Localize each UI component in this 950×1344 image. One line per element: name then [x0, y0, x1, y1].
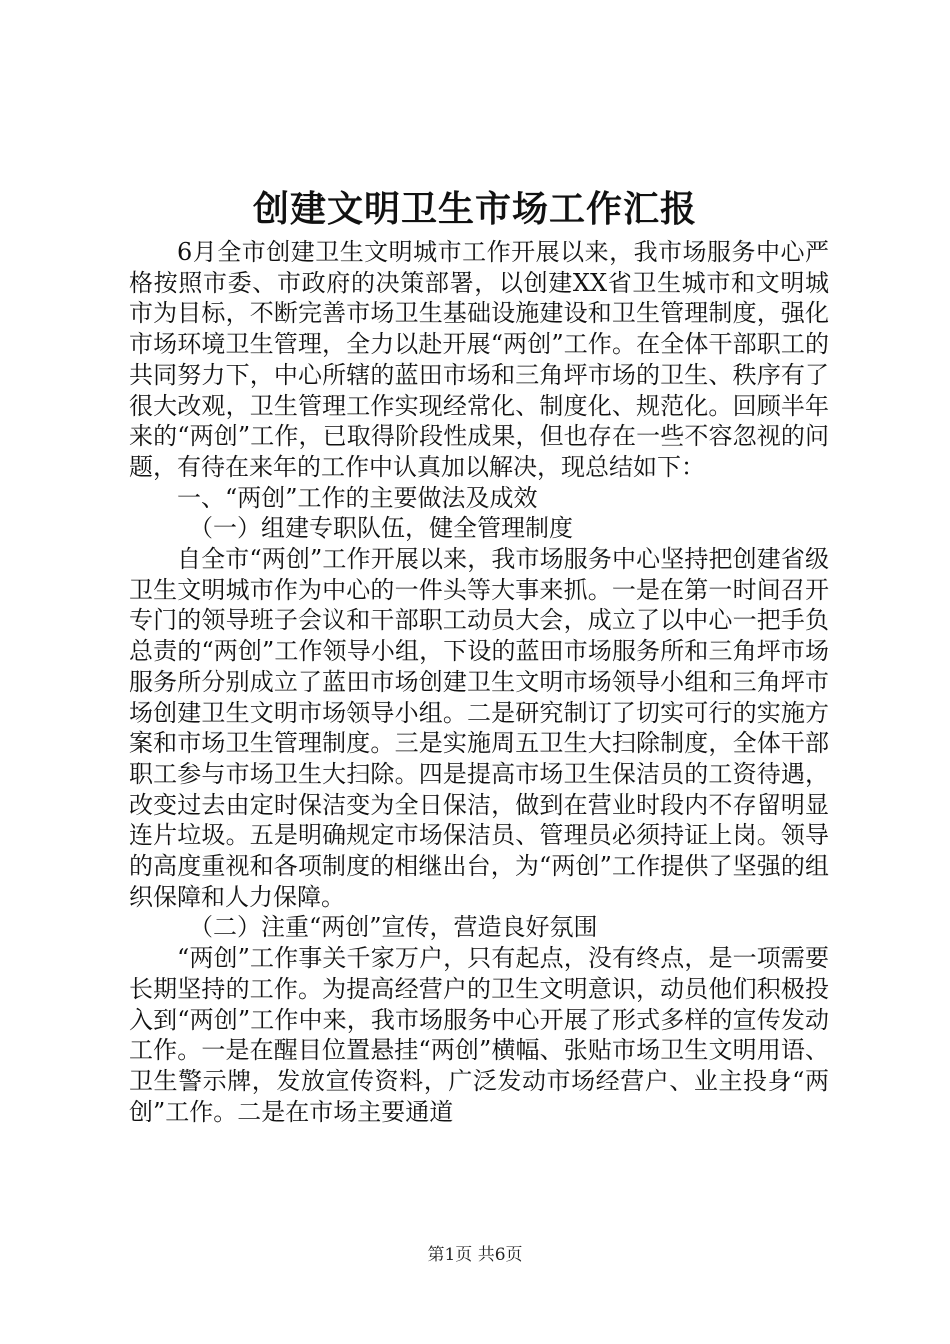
- paragraph-intro: 6月全市创建卫生文明城市工作开展以来，我市场服务中心严格按照市委、市政府的决策部署，以创建XX省卫生城市和文明城市为目标，不断完善市场卫生基础设施建设和卫生管理制度，强化市场环境卫生管理，全力以赴开展“两创”工作。在全体干部职工的共同努力下，中心所辖的蓝田市场和三角坪市场的卫生、秩序有了很大改观，卫生管理工作实现经常化、制度化、规范化。回顾半年来的“两创”工作，已取得阶段性成果，但也存在一些不容忽视的问题，有待在来年的工作中认真加以解决，现总结如下：: [129, 238, 829, 481]
- subsection-heading-2: （二）注重“两创”宣传，营造良好氛围: [189, 913, 598, 942]
- paragraph-subsection-1: 自全市“两创”工作开展以来，我市场服务中心坚持把创建省级卫生文明城市作为中心的一件头等大事来抓。一是在第一时间召开专门的领导班子会议和干部职工动员大会，成立了以中心一把手负总责的“两创”工作领导小组，下设的蓝田市场服务所和三角坪市场服务所分别成立了蓝田市场创建卫生文明市场领导小组和三角坪市场创建卫生文明市场领导小组。二是研究制订了切实可行的实施方案和市场卫生管理制度。三是实施周五卫生大扫除制度，全体干部职工参与市场卫生大扫除。四是提高市场卫生保洁员的工资待遇，改变过去由定时保洁变为全日保洁，做到在营业时段内不存留明显连片垃圾。五是明确规定市场保洁员、管理员必须持证上岗。领导的高度重视和各项制度的相继出台，为“两创”工作提供了坚强的组织保障和人力保障。: [129, 545, 829, 911]
- paragraph-subsection-2: “两创”工作事关千家万户，只有起点，没有终点，是一项需要长期坚持的工作。为提高经营户的卫生文明意识，动员他们积极投入到“两创”工作中来，我市场服务中心开展了形式多样的宣传发动工作。一是在醒目位置悬挂“两创”横幅、张贴市场卫生文明用语、卫生警示牌，发放宣传资料，广泛发动市场经营户、业主投身“两创”工作。二是在市场主要通道: [129, 944, 829, 1126]
- page-number-footer: 第1页 共6页: [427, 1245, 523, 1265]
- document-title: 创建文明卫生市场工作汇报: [252, 188, 697, 230]
- document-body: [129, 237, 829, 1127]
- section-heading-1: 一、“两创”工作的主要做法及成效: [177, 483, 538, 512]
- subsection-heading-1: （一）组建专职队伍，健全管理制度: [189, 514, 573, 543]
